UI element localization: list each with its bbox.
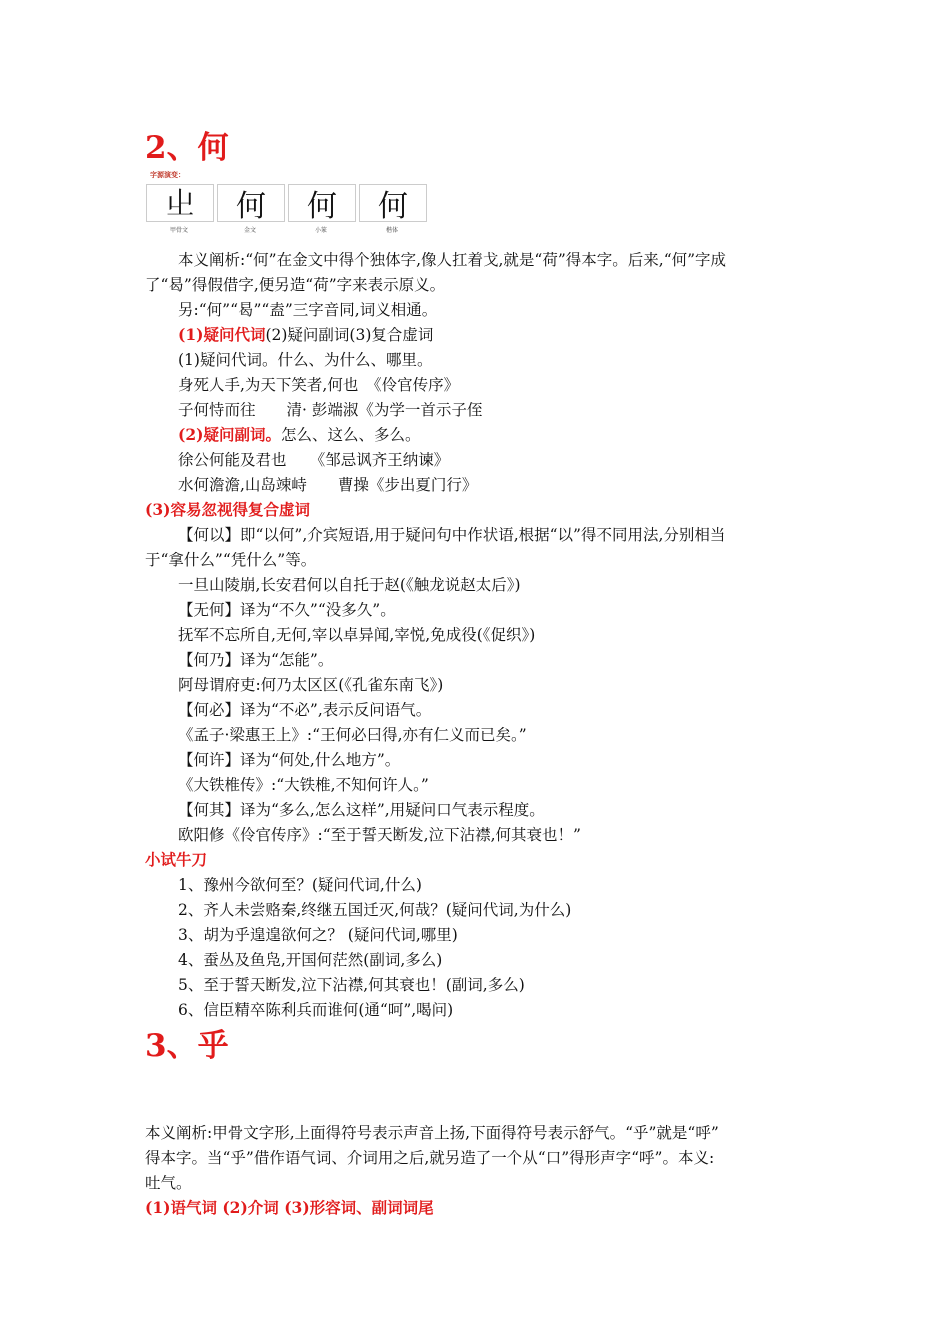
body-text: 【何必】译为“不必”,表示反问语气。 xyxy=(178,701,432,719)
example-text: 身死人手,为天下笑者,何也 《伶官传序》 xyxy=(178,376,460,394)
body-text: 【无何】译为“不久”“没多久”。 xyxy=(178,601,396,619)
glyph-regular: 何 xyxy=(359,184,427,222)
glyph-caption: 字源演变： xyxy=(150,170,185,179)
category-highlight: (1)疑问代词 xyxy=(178,325,266,344)
practice-item: 2、齐人未尝赂秦,终继五国迁灭,何哉？(疑问代词,为什么) xyxy=(178,901,572,919)
category-list: (1)语气词 (2)介词 (3)形容词、副词词尾 xyxy=(145,1198,434,1217)
glyph-small-seal: 何 xyxy=(288,184,356,222)
body-text: 本义阐析:“何”在金文中得个独体字,像人扛着戈,就是“荷”得本字。后来,“何”字成 xyxy=(178,251,727,269)
practice-item: 4、蚕丛及鱼凫,开国何茫然(副词,多么) xyxy=(178,951,443,969)
practice-heading: 小试牛刀 xyxy=(145,850,208,869)
example-text: 《大铁椎传》:“大铁椎,不知何许人。” xyxy=(178,776,429,794)
glyph-oracle-bone: 𡳿 xyxy=(146,184,214,222)
glyph-label: 金文 xyxy=(243,227,256,234)
practice-item: 3、胡为乎遑遑欲何之？ (疑问代词,哪里) xyxy=(178,926,458,944)
example-text: 徐公何能及君也 《邹忌讽齐王纳谏》 xyxy=(178,451,450,469)
category-rest: (2)疑问副词(3)复合虚词 xyxy=(265,326,434,344)
example-text: 抚军不忘所自,无何,宰以卓异闻,宰悦,免成役(《促织》) xyxy=(178,626,536,644)
example-text: 子何恃而往 清· 彭端淑《为学一首示子侄 xyxy=(178,401,483,419)
subsection-line xyxy=(178,424,420,446)
practice-item: 1、豫州今欲何至？(疑问代词,什么) xyxy=(178,876,422,894)
body-text: 【何许】译为“何处,什么地方”。 xyxy=(178,751,401,769)
section-heading-hu: 3、乎 xyxy=(145,1028,229,1064)
category-list xyxy=(178,324,433,346)
example-text: 阿母谓府吏:何乃太区区(《孔雀东南飞》) xyxy=(178,676,444,694)
practice-item: 6、信臣精卒陈利兵而谁何(通“呵”,喝问) xyxy=(178,1001,454,1019)
example-text: 欧阳修《伶官传序》:“至于誓天断发,泣下沾襟,何其衰也！” xyxy=(178,826,581,844)
section-heading-he: 2、何 xyxy=(145,130,229,166)
example-text: 水何澹澹,山岛竦峙 曹操《步出夏门行》 xyxy=(178,476,478,494)
body-text: 于“拿什么”“凭什么”等。 xyxy=(145,551,317,569)
body-text: 吐气。 xyxy=(145,1174,192,1192)
glyph-label: 楷体 xyxy=(385,227,398,234)
glyph-label: 甲骨文 xyxy=(169,227,188,234)
body-text: (1)疑问代词。什么、为什么、哪里。 xyxy=(178,351,433,369)
body-text: 了“曷”得假借字,便另造“荷”字来表示原义。 xyxy=(145,276,446,294)
subsection-heading: (2)疑问副词。 xyxy=(178,425,281,444)
body-text: 本义阐析:甲骨文字形,上面得符号表示声音上扬,下面得符号表示舒气。“乎”就是“呼” xyxy=(145,1124,719,1142)
body-text: 另:“何”“曷”“盍”三字音同,词义相通。 xyxy=(178,301,438,319)
body-text: 【何乃】译为“怎能”。 xyxy=(178,651,334,669)
body-text: 【何以】即“以何”,介宾短语,用于疑问句中作状语,根据“以”得不同用法,分别相当 xyxy=(178,526,726,544)
body-text: 得本字。当“乎”借作语气词、介词用之后,就另造了一个从“口”得形声字“呼”。本义: xyxy=(145,1149,715,1167)
example-text: 一旦山陵崩,长安君何以自托于赵(《触龙说赵太后》) xyxy=(178,576,521,594)
practice-item: 5、至于誓天断发,泣下沾襟,何其衰也！(副词,多么) xyxy=(178,976,525,994)
example-text: 《孟子·梁惠王上》:“王何必曰得,亦有仁义而已矣。” xyxy=(178,726,527,744)
body-text: 【何其】译为“多么,怎么这样”,用疑问口气表示程度。 xyxy=(178,801,545,819)
subsection-heading: (3)容易忽视得复合虚词 xyxy=(145,500,310,519)
glyph-label: 小篆 xyxy=(314,227,327,234)
glyph-bronze: 何 xyxy=(217,184,285,222)
subsection-rest: 怎么、这么、多么。 xyxy=(280,426,421,444)
